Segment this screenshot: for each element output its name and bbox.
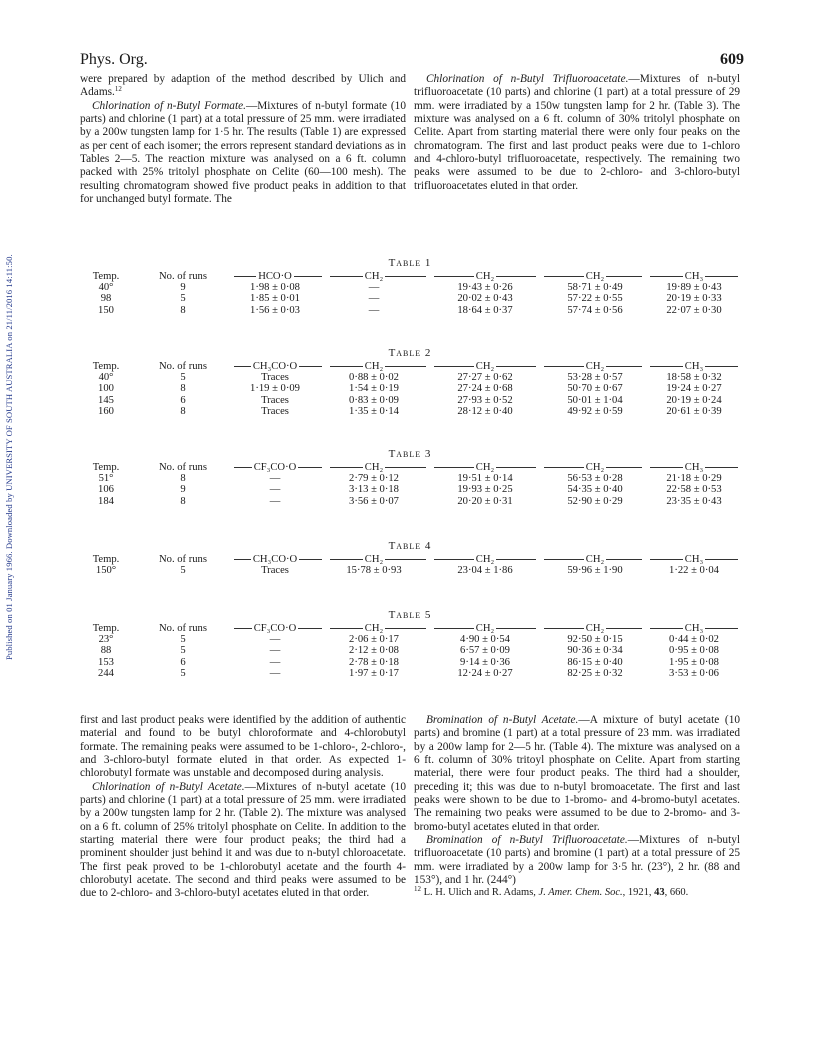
table-cell: 23·04 ± 1·86 [457, 565, 513, 577]
table-cell: 1·35 ± 0·14 [349, 405, 399, 417]
column-header: CF₃CO·O [253, 462, 297, 473]
table-row [80, 657, 740, 668]
table-header-row [80, 554, 740, 565]
table-cell: 20·02 ± 0·43 [457, 293, 513, 305]
paragraph: Chlorination of n-Butyl Formate.—Mixtures of n-butyl formate (10 parts) and chlorine (1 part) at a total pressure of 25 mm. were irradiated by a 200w tungsten lamp for 1·5 hr. The results (Table 1) are expressed as per cent of each isomer; the errors represent standard deviations as in Tables 2—5. The reaction mixture was analysed on a 6 ft. column packed with 25% tritolyl phosphate on Celite (60—100 mesh). The resulting chromatogram showed five product peaks in addition to that for unchanged butyl formate. The [80, 99, 406, 206]
footnote: $^{12}$ L. H. Ulich and R. Adams, J. Amer. Chem. Soc., 1921, 43, 660. [414, 885, 689, 899]
table-cell: 5 [180, 645, 186, 657]
table-row [80, 383, 740, 394]
table-row [80, 395, 740, 406]
table-cell: 15·78 ± 0·93 [346, 565, 402, 577]
table-cell: 6 [180, 656, 186, 668]
column-top-left [80, 73, 406, 206]
column-header: Temp. [92, 554, 120, 565]
column-header: CH₂ [475, 462, 495, 473]
column-header: CH₂ [364, 271, 384, 282]
table-cell: 1·97 ± 0·17 [349, 667, 399, 679]
table-cell: 2·06 ± 0·17 [349, 634, 399, 646]
table-cell: 9 [180, 484, 186, 496]
column-bottom-left [80, 714, 406, 901]
table-title: Table 2 [388, 347, 432, 359]
table-cell: 2·79 ± 0·12 [349, 473, 399, 485]
table-cell: 1·56 ± 0·03 [250, 304, 300, 316]
table-cell: Traces [261, 394, 289, 406]
table-cell: — [368, 304, 380, 316]
table-row [80, 484, 740, 495]
table-cell: 2·12 ± 0·08 [349, 645, 399, 657]
table-row [80, 565, 740, 576]
download-watermark: Published on 01 January 1966. Downloaded by UNIVERSITY OF SOUTH AUSTRALIA on 21/11/2016 14:11:50. [4, 254, 14, 660]
table-cell: — [269, 634, 281, 646]
table-cell: 54·35 ± 0·40 [567, 484, 623, 496]
column-header: CH₂ [364, 361, 384, 372]
table-title: Table 3 [388, 448, 432, 460]
table-cell: 59·96 ± 1·90 [567, 565, 623, 577]
table-title: Table 4 [388, 540, 432, 552]
table-cell: 5 [180, 667, 186, 679]
table-cell: 1·22 ± 0·04 [669, 565, 719, 577]
table-cell: Traces [261, 565, 289, 577]
table-cell: 23° [98, 634, 114, 646]
column-header: No. of runs [159, 361, 207, 372]
journal-section: Phys. Org. [80, 51, 148, 68]
column-bottom-right [414, 714, 740, 900]
column-top-right [414, 73, 740, 193]
table-cell: 20·61 ± 0·39 [666, 405, 722, 417]
table-cell: 27·24 ± 0·68 [457, 383, 513, 395]
column-header: CH₂ [585, 554, 605, 565]
table-cell: 28·12 ± 0·40 [457, 405, 513, 417]
table-cell: 8 [180, 383, 186, 395]
section-heading: Chlorination of n-Butyl Formate. [92, 99, 246, 112]
table-cell: — [269, 484, 281, 496]
table-header-row [80, 271, 740, 282]
column-header: Temp. [92, 271, 120, 282]
column-header: CH₂ [364, 554, 384, 565]
column-header: No. of runs [159, 271, 207, 282]
table-cell: 12·24 ± 0·27 [457, 667, 513, 679]
table-title: Table 1 [388, 257, 432, 269]
table-cell: 2·78 ± 0·18 [349, 656, 399, 668]
table-cell: 50·01 ± 1·04 [567, 394, 623, 406]
table-cell: 19·93 ± 0·25 [457, 484, 513, 496]
page-number: 609 [720, 51, 744, 68]
table-cell: 1·54 ± 0·19 [349, 383, 399, 395]
table-cell: — [368, 282, 380, 294]
table-cell: 20·20 ± 0·31 [457, 495, 513, 507]
table-cell: 1·19 ± 0·09 [250, 383, 300, 395]
table-cell: 57·22 ± 0·55 [567, 293, 623, 305]
table-cell: — [368, 293, 380, 305]
table-row [80, 668, 740, 679]
table-cell: 100 [98, 383, 114, 395]
table-cell: 150° [95, 565, 117, 577]
table-row [80, 282, 740, 293]
reference-mark: 12 [114, 85, 122, 94]
table-cell: 4·90 ± 0·54 [460, 634, 510, 646]
column-header: No. of runs [159, 623, 207, 634]
table-cell: 1·98 ± 0·08 [250, 282, 300, 294]
table-cell: — [269, 473, 281, 485]
paragraph: Bromination of n-Butyl Trifluoroacetate.—Mixtures of n-butyl trifluoroacetate (10 parts) and bromine (1 part) at a total pressure of 25 mm. were irradiated by a 200w lamp for 3·5 hr. (23°), 2 hr. (88 and 153°), and 1 hr. (244°) [414, 834, 740, 887]
column-header: No. of runs [159, 554, 207, 565]
table-cell: 160 [98, 405, 114, 417]
table-row [80, 496, 740, 507]
table-cell: 40° [98, 282, 114, 294]
table-cell: 52·90 ± 0·29 [567, 495, 623, 507]
table-cell: 5 [180, 293, 186, 305]
table-cell: 184 [98, 495, 114, 507]
table-cell: 19·43 ± 0·26 [457, 282, 513, 294]
table-cell: 6 [180, 394, 186, 406]
column-header: CH₂ [475, 361, 495, 372]
table-cell: 8 [180, 473, 186, 485]
table-cell: 6·57 ± 0·09 [460, 645, 510, 657]
table-cell: 1·85 ± 0·01 [250, 293, 300, 305]
column-header: CH₃ [684, 361, 704, 372]
table-cell: 40° [98, 372, 114, 384]
table-cell: 5 [180, 372, 186, 384]
table-cell: 106 [98, 484, 114, 496]
table-2 [80, 345, 740, 417]
table-cell: 56·53 ± 0·28 [567, 473, 623, 485]
table-cell: 92·50 ± 0·15 [567, 634, 623, 646]
column-header: CH₂ [475, 554, 495, 565]
table-header-row [80, 623, 740, 634]
table-cell: 19·24 ± 0·27 [666, 383, 722, 395]
column-header: CH₂ [364, 462, 384, 473]
table-cell: 8 [180, 405, 186, 417]
table-cell: 150 [98, 304, 114, 316]
table-cell: 8 [180, 304, 186, 316]
column-header: CH₃ [684, 462, 704, 473]
table-3 [80, 446, 740, 507]
column-header: Temp. [92, 623, 120, 634]
table-cell: 1·95 ± 0·08 [669, 656, 719, 668]
table-cell: 49·92 ± 0·59 [567, 405, 623, 417]
column-header: CH₂ [585, 462, 605, 473]
column-header: CH₃CO·O [252, 554, 298, 565]
table-cell: 0·44 ± 0·02 [669, 634, 719, 646]
table-cell: 19·89 ± 0·43 [666, 282, 722, 294]
table-cell: 3·53 ± 0·06 [669, 667, 719, 679]
column-header: CH₂ [585, 623, 605, 634]
table-cell: 145 [98, 394, 114, 406]
column-header: CH₂ [585, 271, 605, 282]
paragraph: Chlorination of n-Butyl Acetate.—Mixtures of n-butyl acetate (10 parts) and chlorine (1 part) at a total pressure of 25 mm. were irradiated by a 200w tungsten lamp for 2 hr. (Table 2). The mixture was analysed on a 6 ft. column of 25% tritolyl phosphate on Celite. In addition to the starting material there were four product peaks; the third had a prominent shoulder just behind it and was due to n-butyl chloroacetate. The first peak proved to be 1-chlorobutyl acetate and the fourth 4-chlorobutyl acetate. The second and third peaks were assumed to be due to 2-chloro- and 3-chloro-butyl acetates eluted in that order. [80, 780, 406, 900]
table-cell: 50·70 ± 0·67 [567, 383, 623, 395]
table-cell: 9 [180, 282, 186, 294]
column-header: CH₂ [585, 361, 605, 372]
section-heading: Bromination of n-Butyl Trifluoroacetate. [426, 834, 628, 847]
table-cell: 9·14 ± 0·36 [460, 656, 510, 668]
paragraph: were prepared by adaption of the method described by Ulich and Adams.$^{12}$ [80, 73, 406, 99]
column-header: CH₂ [364, 623, 384, 634]
paragraph: Bromination of n-Butyl Acetate.—A mixture of butyl acetate (10 parts) and bromine (1 part) at a total pressure of 23 mm. was irradiated by a 200w lamp for 2—5 hr. (Table 4). The mixture was analysed on a 6 ft. column of 30% tritoyl phosphate on Celite. Apart from starting material, there were four product peaks. The third had a shoulder, preceding it; this was due to n-butyl bromoacetate. The first and last peaks were shown to be due to 1-bromo- and 4-bromo-butyl acetates. The remaining two peaks were assumed to be due to 2-bromo- and 3-bromo-butyl acetates eluted in that order. [414, 714, 740, 833]
table-1 [80, 255, 740, 316]
table-4 [80, 538, 740, 576]
table-cell: 22·58 ± 0·53 [666, 484, 722, 496]
table-cell: 51° [98, 473, 114, 485]
table-row [80, 406, 740, 417]
table-cell: 21·18 ± 0·29 [666, 473, 722, 485]
table-cell: 0·83 ± 0·09 [349, 394, 399, 406]
table-cell: — [269, 645, 281, 657]
table-row [80, 473, 740, 484]
table-row [80, 293, 740, 304]
table-cell: 5 [180, 565, 186, 577]
table-cell: 22·07 ± 0·30 [666, 304, 722, 316]
table-cell: 18·64 ± 0·37 [457, 304, 513, 316]
table-cell: 58·71 ± 0·49 [567, 282, 623, 294]
paragraph: first and last product peaks were identified by the addition of authentic material and found to be butyl chloroformate and 4-chlorobutyl formate. The remaining peaks were assumed to be 1-chloro-, 2-chloro-, and 3-chloro-butyl formate eluted in that order. As expected 1-chlorobutyl formate was unstable and decomposed during analysis. [80, 714, 406, 780]
table-cell: 20·19 ± 0·24 [666, 394, 722, 406]
table-header-row [80, 361, 740, 372]
column-header: HCO·O [258, 271, 292, 282]
table-cell: 23·35 ± 0·43 [666, 495, 722, 507]
table-5 [80, 607, 740, 679]
table-cell: 53·28 ± 0·57 [567, 372, 623, 384]
table-cell: 98 [100, 293, 112, 305]
column-header: CH₃CO·O [252, 361, 298, 372]
table-header-row [80, 462, 740, 473]
table-row [80, 645, 740, 656]
column-header: CH₂ [475, 623, 495, 634]
table-cell: Traces [261, 372, 289, 384]
table-cell: 88 [100, 645, 112, 657]
section-heading: Bromination of n-Butyl Acetate. [426, 714, 579, 726]
table-row [80, 305, 740, 316]
column-header: CF₃CO·O [253, 623, 297, 634]
paragraph: Chlorination of n-Butyl Trifluoroacetate.—Mixtures of n-butyl trifluoroacetate (10 parts) and chlorine (1 part) at a total pressure of 29 mm. were irradiated by a 150w tungsten lamp for 2 hr. (Table 3). The mixture was analysed on a 6 ft. column of 30% tritolyl phosphate on Celite. Apart from starting material there were only four peaks on the chromatogram. The first and last product peaks were due to 1-chloro and 4-chloro-butyl trifluoroacetate, respectively. The remaining two peaks were assumed to be due to 2-chloro- and 3-chloro-butyl trifluoroacetates eluted in that order. [414, 73, 740, 192]
table-cell: — [269, 656, 281, 668]
column-header: No. of runs [159, 462, 207, 473]
table-row [80, 634, 740, 645]
table-cell: 3·56 ± 0·07 [349, 495, 399, 507]
column-header: CH₃ [684, 623, 704, 634]
table-cell: 244 [98, 667, 114, 679]
table-cell: Traces [261, 405, 289, 417]
table-cell: 153 [98, 656, 114, 668]
table-cell: — [269, 667, 281, 679]
table-cell: 57·74 ± 0·56 [567, 304, 623, 316]
section-heading: Chlorination of n-Butyl Trifluoroacetate. [426, 73, 629, 85]
section-heading: Chlorination of n-Butyl Acetate. [92, 780, 245, 793]
column-header: CH₃ [684, 554, 704, 565]
column-header: Temp. [92, 462, 120, 473]
table-cell: 90·36 ± 0·34 [567, 645, 623, 657]
column-header: CH₃ [684, 271, 704, 282]
table-cell: 8 [180, 495, 186, 507]
table-cell: 86·15 ± 0·40 [567, 656, 623, 668]
table-cell: 0·88 ± 0·02 [349, 372, 399, 384]
table-cell: 19·51 ± 0·14 [457, 473, 513, 485]
table-cell: 20·19 ± 0·33 [666, 293, 722, 305]
column-header: CH₂ [475, 271, 495, 282]
column-header: Temp. [92, 361, 120, 372]
table-cell: 27·27 ± 0·62 [457, 372, 513, 384]
table-cell: 0·95 ± 0·08 [669, 645, 719, 657]
table-cell: 5 [180, 634, 186, 646]
table-title: Table 5 [388, 609, 432, 621]
table-cell: — [269, 495, 281, 507]
table-cell: 82·25 ± 0·32 [567, 667, 623, 679]
table-cell: 3·13 ± 0·18 [349, 484, 399, 496]
table-cell: 18·58 ± 0·32 [666, 372, 722, 384]
table-cell: 27·93 ± 0·52 [457, 394, 513, 406]
table-row [80, 372, 740, 383]
running-head [80, 51, 744, 71]
